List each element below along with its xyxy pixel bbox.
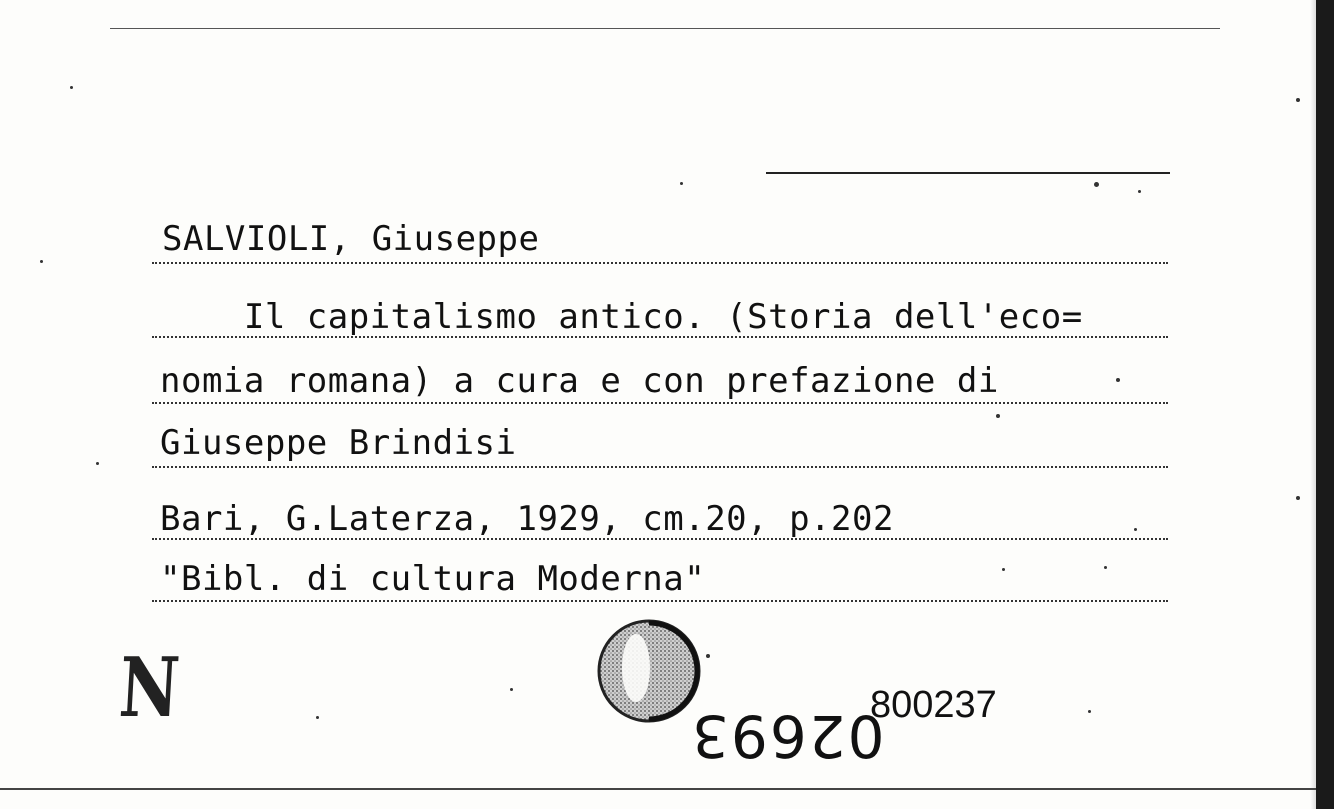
- inventory-number-inverted: 02693: [690, 702, 885, 770]
- speck: [70, 86, 73, 89]
- speck: [96, 462, 99, 465]
- speck: [40, 260, 43, 263]
- card-edge: [1316, 0, 1334, 809]
- short-rule: [766, 172, 1170, 174]
- inventory-number: 800237: [870, 684, 997, 726]
- imprint-underline: [152, 538, 1168, 540]
- title-line-3-underline: [152, 466, 1168, 468]
- title-line-2-underline: [152, 402, 1168, 404]
- speck: [510, 688, 513, 691]
- bottom-rule: [0, 788, 1316, 790]
- series-underline: [152, 600, 1168, 602]
- speck: [1138, 190, 1141, 193]
- speck: [1104, 566, 1107, 569]
- library-stamp: [596, 618, 702, 724]
- title-line-1: Il capitalismo antico. (Storia dell'eco=: [160, 297, 1083, 337]
- title-line-3: Giuseppe Brindisi: [160, 423, 517, 463]
- speck: [996, 414, 1000, 418]
- speck: [1002, 568, 1005, 571]
- title-line-2: nomia romana) a cura e con prefazione di: [160, 361, 999, 401]
- speck: [1296, 98, 1300, 102]
- stamp-graphic: [596, 618, 702, 724]
- title-line-1-underline: [152, 336, 1168, 338]
- speck: [1134, 528, 1137, 531]
- speck: [1088, 710, 1091, 713]
- speck: [1296, 496, 1300, 500]
- top-rule: [110, 28, 1220, 29]
- speck: [706, 654, 710, 658]
- series-line: "Bibl. di cultura Moderna": [160, 559, 706, 599]
- speck: [316, 716, 319, 719]
- shelf-mark: N: [116, 640, 183, 736]
- author-underline: [152, 262, 1168, 264]
- speck: [1094, 182, 1099, 187]
- speck: [1116, 378, 1120, 382]
- author-heading: SALVIOLI, Giuseppe: [162, 219, 540, 259]
- speck: [680, 182, 683, 185]
- imprint-line: Bari, G.Laterza, 1929, cm.20, p.202: [160, 499, 894, 539]
